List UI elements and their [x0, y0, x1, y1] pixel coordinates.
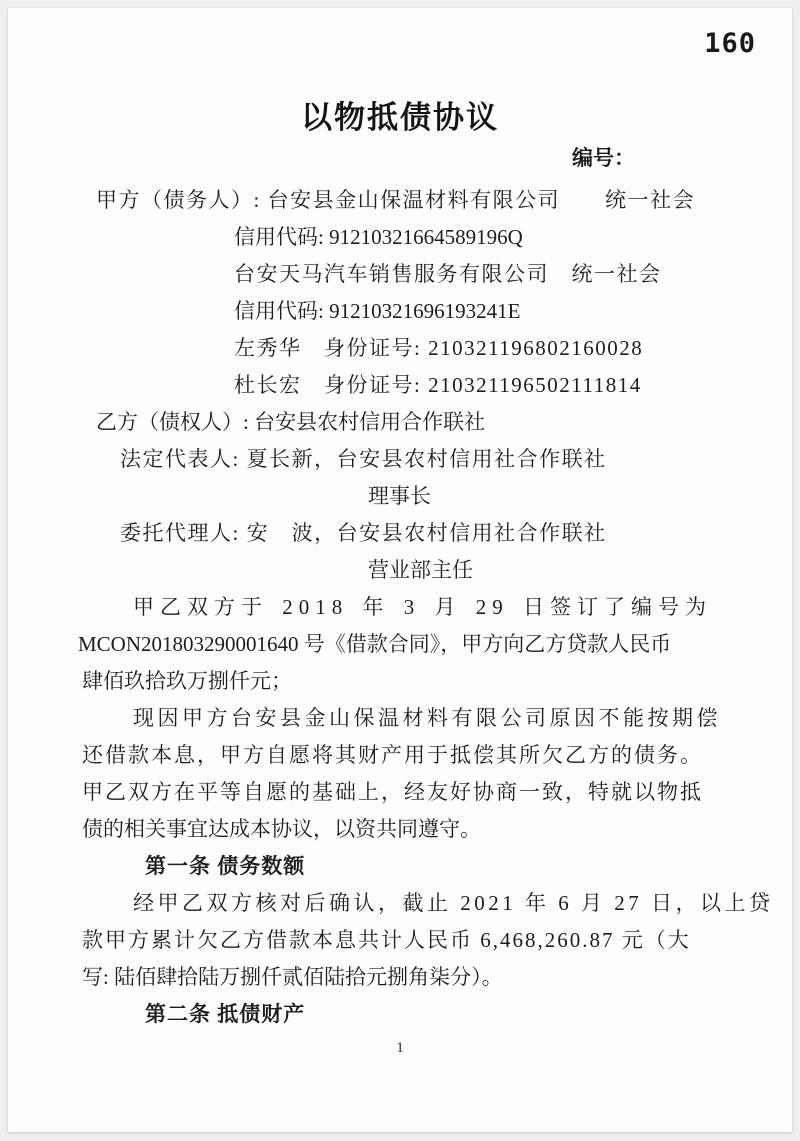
document-body [78, 182, 774, 1033]
article-1-line-3: 写: 陆佰肆拾陆万捌仟贰佰陆拾元捌角柒分）。 [82, 965, 503, 989]
recital-reason-line-3: 甲乙双方在平等自愿的基础上，经友好协商一致，特就以物抵 [82, 780, 703, 804]
recital-loan-line-3: 肆佰玖拾玖万捌仟元； [82, 669, 292, 693]
footer-page-number: 1 [396, 1040, 404, 1056]
recital-reason-line-4: 债的相关事宜达成本协议，以资共同遵守。 [82, 817, 481, 841]
party-b-line: 乙方（债权人）: 台安县农村信用合作联社 [96, 410, 486, 434]
party-a-line: 甲方（债务人）: 台安县金山保温材料有限公司 统一社会 [96, 188, 696, 212]
party-a-company-2: 台安天马汽车销售服务有限公司 统一社会 [234, 262, 662, 286]
party-a-person-2: 杜长宏 身份证号: 210321196502111814 [234, 373, 642, 397]
party-a-credit-code-2: 信用代码: 91210321696193241E [234, 299, 521, 323]
document-number-label: 编号： [572, 146, 635, 170]
article-2-heading: 第二条 抵债财产 [145, 1002, 306, 1026]
legal-representative-title: 理事长 [368, 484, 431, 508]
recital-loan-line-1: 甲乙双方于 2018 年 3 月 29 日签订了编号为 [133, 595, 712, 619]
party-a-person-1: 左秀华 身份证号: 210321196802160028 [234, 336, 644, 360]
document-title: 以物抵债协议 [301, 100, 499, 135]
document-page [8, 8, 792, 1132]
recital-reason-line-1: 现因甲方台安县金山保温材料有限公司原因不能按期偿 [133, 706, 721, 730]
entrusted-agent-title: 营业部主任 [368, 558, 473, 582]
article-1-line-2: 款甲方累计欠乙方借款本息共计人民币 6,468,260.87 元（大 [82, 928, 691, 952]
party-a-credit-code-1: 信用代码: 91210321664589196Q [234, 225, 523, 249]
page-corner-number: 160 [704, 28, 756, 59]
entrusted-agent-line: 委托代理人: 安 波，台安县农村信用社合作联社 [120, 521, 607, 545]
article-1-heading: 第一条 债务数额 [145, 854, 306, 878]
recital-loan-line-2: MCON201803290001640 号《借款合同》，甲方向乙方贷款人民币 [78, 632, 672, 656]
legal-representative-line: 法定代表人: 夏长新，台安县农村信用社合作联社 [120, 447, 607, 471]
article-1-line-1: 经甲乙双方核对后确认，截止 2021 年 6 月 27 日，以上贷 [133, 891, 774, 915]
recital-reason-line-2: 还借款本息，甲方自愿将其财产用于抵偿其所欠乙方的债务。 [82, 743, 703, 767]
